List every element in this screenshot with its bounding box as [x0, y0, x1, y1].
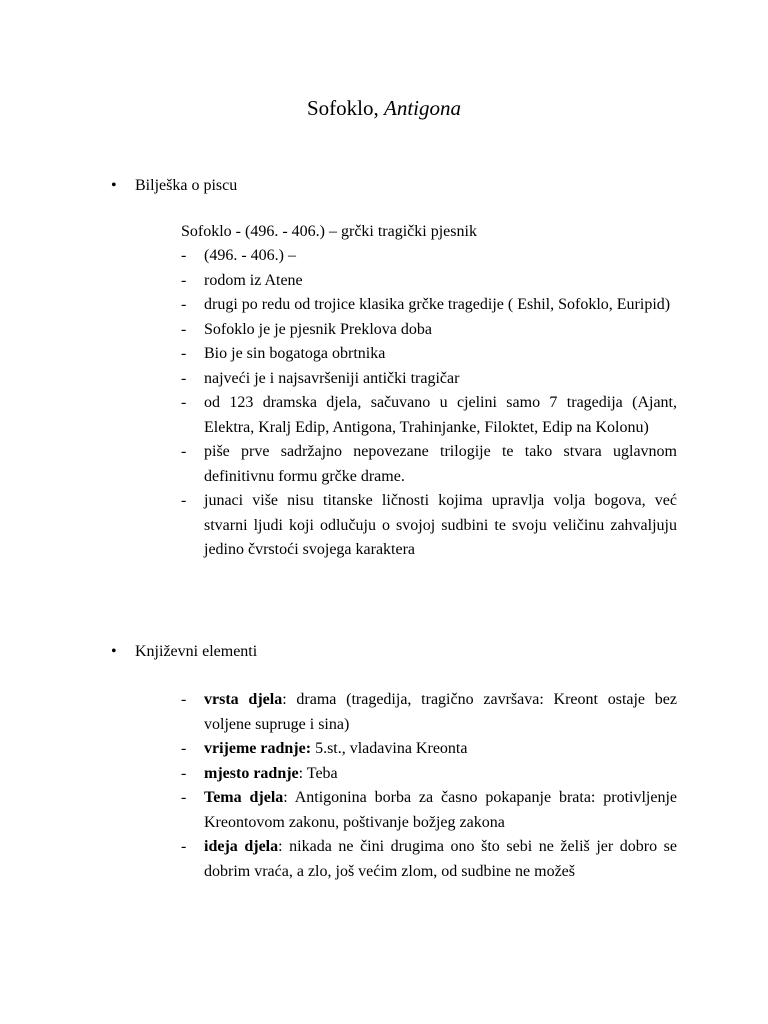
dash-marker: - [181, 296, 187, 313]
section-heading-label: Bilješka o piscu [135, 177, 238, 194]
list-item: - od 123 dramska djela, sačuvano u cjelini samo 7 tragedija (Ajant, Elektra, Kralj Edip, Antigona, Trahinjanke, Filoktet, Edip na Kolonu) [181, 391, 677, 440]
author-intro-line: Sofoklo - (496. - 406.) – grčki tragički pjesnik [181, 223, 477, 240]
list-item: - (496. - 406.) – [181, 244, 677, 269]
term-label: vrijeme radnje: [204, 740, 312, 757]
title-work: Antigona [384, 96, 461, 120]
list-item: - mjesto radnje: Teba [181, 762, 677, 787]
dash-marker: - [181, 838, 187, 855]
list-item: - Bio je sin bogatoga obrtnika [181, 342, 677, 367]
dash-marker: - [181, 443, 187, 460]
dash-marker: - [181, 345, 187, 362]
bullet-icon: • [111, 177, 117, 194]
list-item: - Tema djela: Antigonina borba za časno pokapanje brata: protivljenje Kreontovom zakonu, poštivanje božjeg zakona [181, 786, 677, 835]
list-item: - vrijeme radnje: 5.st., vladavina Kreonta [181, 737, 677, 762]
term-label: ideja djela [204, 838, 279, 855]
dash-marker: - [181, 369, 187, 387]
document-title [0, 94, 768, 122]
dash-marker: - [181, 789, 187, 806]
list-item: - vrsta djela: drama (tragedija, tragično završava: Kreont ostaje bez voljene supruge i sina) [181, 688, 677, 737]
list-item: - Sofoklo je je pjesnik Preklova doba [181, 318, 677, 343]
author-facts-list [181, 244, 677, 563]
dash-marker: - [181, 271, 187, 289]
literary-elements-list [181, 688, 677, 884]
list-item: - ideja djela: nikada ne čini drugima ono što sebi ne želiš jer dobro se dobrim vraća, a zlo, još većim zlom, od sudbine ne možeš [181, 835, 677, 884]
term-label: Tema djela [204, 789, 284, 806]
section-heading-author-note [111, 174, 237, 198]
term-label: mjesto radnje [204, 764, 299, 782]
dash-marker: - [181, 247, 187, 264]
section-heading-literary-elements [111, 640, 257, 664]
list-item: - piše prve sadržajno nepovezane trilogije te tako stvara uglavnom definitivnu formu grčke drame. [181, 440, 677, 489]
title-author: Sofoklo, [306, 96, 384, 120]
dash-marker: - [181, 740, 187, 757]
dash-marker: - [181, 691, 187, 708]
term-label: vrsta djela [204, 691, 283, 708]
list-item: - rodom iz Atene [181, 269, 677, 294]
list-item: - najveći je i najsavršeniji antički tragičar [181, 367, 677, 392]
bullet-icon: • [111, 643, 117, 660]
dash-marker: - [181, 764, 187, 782]
dash-marker: - [181, 492, 187, 509]
dash-marker: - [181, 320, 187, 338]
list-item: - drugi po redu od trojice klasika grčke tragedije ( Eshil, Sofoklo, Euripid) [181, 293, 677, 318]
dash-marker: - [181, 394, 187, 411]
list-item: - junaci više nisu titanske ličnosti kojima upravlja volja bogova, već stvarni ljudi koji odlučuju o svojoj sudbini te svoju veličinu zahvaljuju jedino čvrstoći svojega karaktera [181, 489, 677, 563]
section-heading-label: Književni elementi [135, 643, 258, 660]
